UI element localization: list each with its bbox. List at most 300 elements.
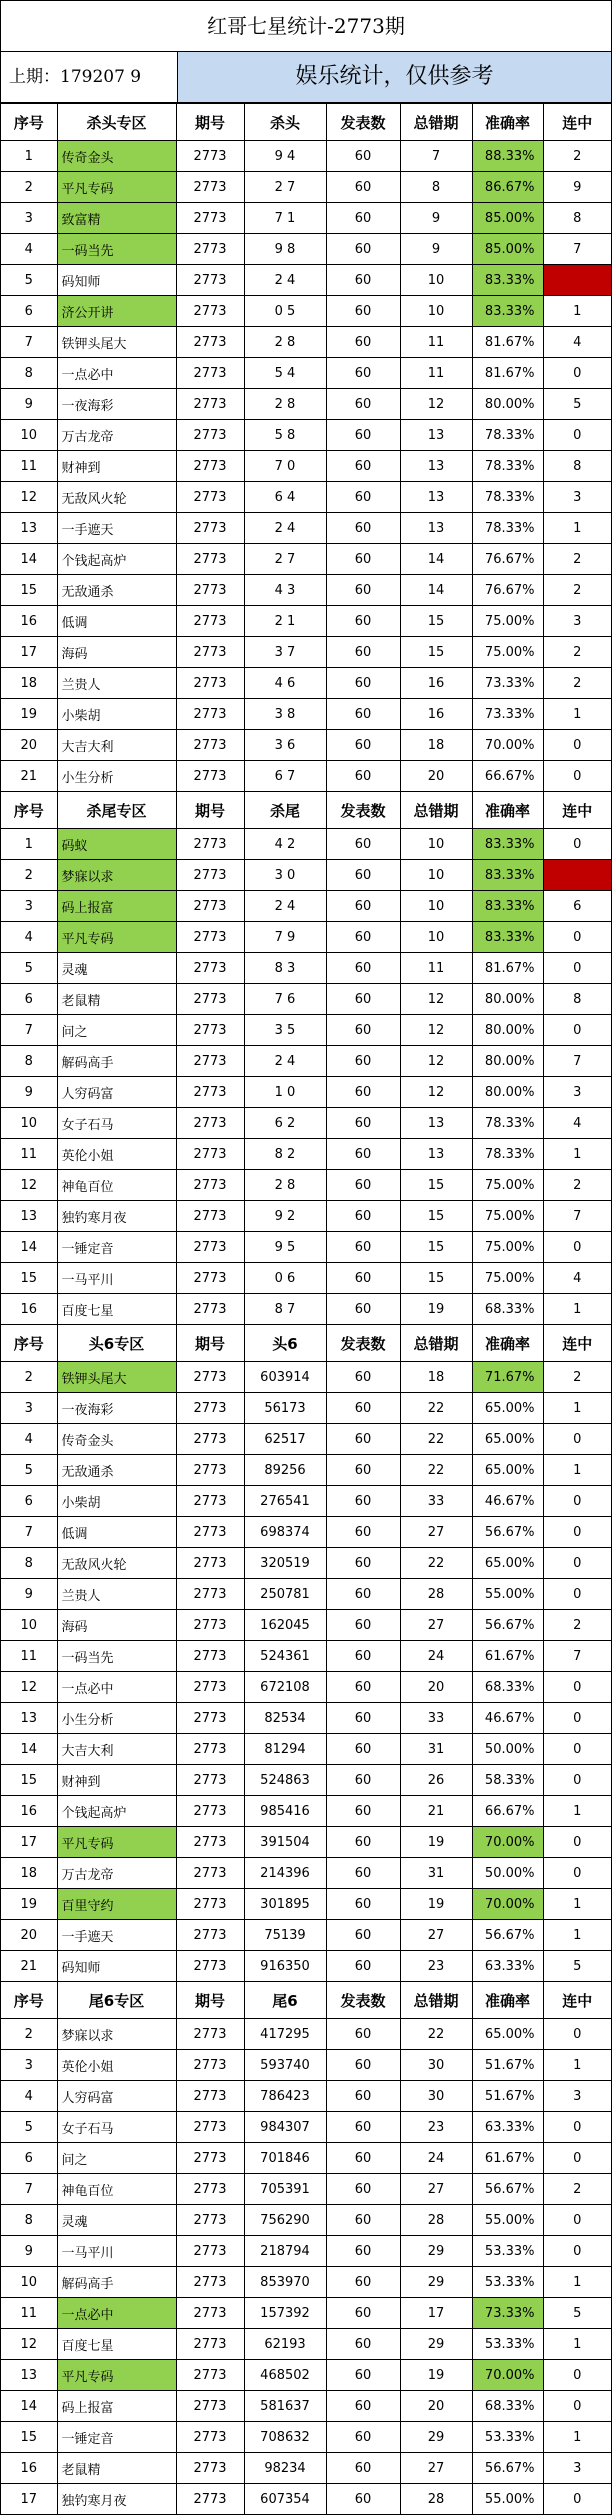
row-rate: 70.00% [472, 2360, 543, 2391]
row-period: 2773 [176, 296, 244, 327]
table-row [1, 203, 611, 234]
header-wrong: 总错期 [400, 792, 472, 829]
row-index: 3 [1, 203, 57, 234]
row-name: 万古龙帝 [57, 1858, 176, 1889]
row-index: 15 [1, 1263, 57, 1294]
row-pick: 218794 [244, 2236, 326, 2267]
row-name: 平凡专码 [57, 2360, 176, 2391]
row-period: 2773 [176, 513, 244, 544]
row-name: 百度七星 [57, 2329, 176, 2360]
row-name: 百度七星 [57, 1294, 176, 1325]
row-rate: 46.67% [472, 1703, 543, 1734]
row-name: 码上报富 [57, 891, 176, 922]
row-index: 16 [1, 606, 57, 637]
row-name: 灵魂 [57, 953, 176, 984]
row-index: 6 [1, 296, 57, 327]
stats-table [1, 103, 611, 2515]
row-wrong: 22 [400, 1424, 472, 1455]
row-total: 60 [326, 1796, 400, 1827]
table-row [1, 1108, 611, 1139]
row-rate: 56.67% [472, 2453, 543, 2484]
subheader [1, 52, 611, 103]
row-streak: 0 [543, 1827, 611, 1858]
row-rate: 53.33% [472, 2329, 543, 2360]
page-title: 红哥七星统计-2773期 [1, 0, 611, 52]
row-wrong: 10 [400, 891, 472, 922]
row-wrong: 10 [400, 829, 472, 860]
row-index: 21 [1, 1951, 57, 1982]
row-wrong: 15 [400, 1263, 472, 1294]
row-wrong: 31 [400, 1734, 472, 1765]
row-name: 一点必中 [57, 1672, 176, 1703]
row-index: 8 [1, 2205, 57, 2236]
row-period: 2773 [176, 2267, 244, 2298]
row-total: 60 [326, 761, 400, 792]
last-issue-label: 上期：179207 9 [1, 52, 178, 102]
row-rate: 65.00% [472, 1424, 543, 1455]
row-name: 个钱起高炉 [57, 1796, 176, 1827]
table-row [1, 1517, 611, 1548]
row-total: 60 [326, 2205, 400, 2236]
row-pick: 320519 [244, 1548, 326, 1579]
table-row [1, 358, 611, 389]
table-row [1, 1920, 611, 1951]
row-streak: 8 [543, 984, 611, 1015]
row-streak: 1 [543, 296, 611, 327]
row-pick: 0 5 [244, 296, 326, 327]
row-wrong: 27 [400, 2453, 472, 2484]
row-total: 60 [326, 2329, 400, 2360]
row-name: 低调 [57, 1517, 176, 1548]
row-name: 老鼠精 [57, 984, 176, 1015]
row-total: 60 [326, 2050, 400, 2081]
row-index: 6 [1, 2143, 57, 2174]
row-total: 60 [326, 2267, 400, 2298]
row-pick: 276541 [244, 1486, 326, 1517]
row-index: 10 [1, 420, 57, 451]
row-name: 小生分析 [57, 761, 176, 792]
row-name: 独钓寒月夜 [57, 2484, 176, 2515]
row-pick: 985416 [244, 1796, 326, 1827]
row-total: 60 [326, 1294, 400, 1325]
row-pick: 4 2 [244, 829, 326, 860]
row-wrong: 9 [400, 234, 472, 265]
row-period: 2773 [176, 482, 244, 513]
row-streak: 5 [543, 2298, 611, 2329]
row-period: 2773 [176, 203, 244, 234]
row-total: 60 [326, 2422, 400, 2453]
table-row [1, 1672, 611, 1703]
table-row [1, 1232, 611, 1263]
row-total: 60 [326, 420, 400, 451]
row-total: 60 [326, 860, 400, 891]
header-streak: 连中 [543, 1325, 611, 1362]
row-period: 2773 [176, 1920, 244, 1951]
row-index: 15 [1, 575, 57, 606]
row-pick: 3 6 [244, 730, 326, 761]
row-rate: 53.33% [472, 2422, 543, 2453]
row-total: 60 [326, 668, 400, 699]
row-total: 60 [326, 1765, 400, 1796]
row-streak: 1 [543, 699, 611, 730]
row-period: 2773 [176, 575, 244, 606]
row-pick: 593740 [244, 2050, 326, 2081]
row-period: 2773 [176, 451, 244, 482]
row-index: 7 [1, 327, 57, 358]
row-total: 60 [326, 2236, 400, 2267]
row-period: 2773 [176, 984, 244, 1015]
row-index: 9 [1, 1579, 57, 1610]
row-name: 英伦小姐 [57, 1139, 176, 1170]
table-row [1, 2360, 611, 2391]
row-total: 60 [326, 1263, 400, 1294]
row-total: 60 [326, 1920, 400, 1951]
row-index: 2 [1, 1362, 57, 1393]
row-index: 19 [1, 1889, 57, 1920]
row-pick: 2 7 [244, 172, 326, 203]
row-period: 2773 [176, 1796, 244, 1827]
table-row [1, 1362, 611, 1393]
row-period: 2773 [176, 1827, 244, 1858]
row-total: 60 [326, 1734, 400, 1765]
table-row [1, 637, 611, 668]
row-rate: 80.00% [472, 984, 543, 1015]
row-pick: 3 8 [244, 699, 326, 730]
row-rate: 65.00% [472, 1548, 543, 1579]
row-name: 平凡专码 [57, 922, 176, 953]
row-name: 平凡专码 [57, 1827, 176, 1858]
row-name: 女子石马 [57, 1108, 176, 1139]
row-index: 18 [1, 1858, 57, 1889]
row-total: 60 [326, 1548, 400, 1579]
table-row [1, 575, 611, 606]
row-rate: 51.67% [472, 2081, 543, 2112]
row-wrong: 30 [400, 2081, 472, 2112]
header-zone: 尾6专区 [57, 1982, 176, 2019]
row-rate: 51.67% [472, 2050, 543, 2081]
row-total: 60 [326, 606, 400, 637]
row-streak: 0 [543, 2143, 611, 2174]
row-streak: 4 [543, 1263, 611, 1294]
header-streak: 连中 [543, 792, 611, 829]
section-header-row [1, 104, 611, 141]
table-row [1, 1858, 611, 1889]
row-period: 2773 [176, 637, 244, 668]
row-rate: 66.67% [472, 1796, 543, 1827]
table-row [1, 829, 611, 860]
row-wrong: 10 [400, 860, 472, 891]
row-name: 人穷码富 [57, 1077, 176, 1108]
row-index: 14 [1, 2391, 57, 2422]
header-period: 期号 [176, 1325, 244, 1362]
row-name: 小柴胡 [57, 1486, 176, 1517]
row-rate: 75.00% [472, 606, 543, 637]
row-rate: 76.67% [472, 544, 543, 575]
table-row [1, 1170, 611, 1201]
row-index: 10 [1, 1108, 57, 1139]
row-streak: 12 [543, 860, 611, 891]
row-rate: 81.67% [472, 327, 543, 358]
row-period: 2773 [176, 265, 244, 296]
row-wrong: 7 [400, 141, 472, 172]
row-rate: 56.67% [472, 1920, 543, 1951]
table-row [1, 2019, 611, 2050]
row-name: 一点必中 [57, 2298, 176, 2329]
row-total: 60 [326, 829, 400, 860]
row-total: 60 [326, 2019, 400, 2050]
row-rate: 61.67% [472, 2143, 543, 2174]
row-wrong: 13 [400, 513, 472, 544]
table-row [1, 1765, 611, 1796]
row-streak: 0 [543, 1765, 611, 1796]
row-total: 60 [326, 358, 400, 389]
row-total: 60 [326, 699, 400, 730]
row-streak: 7 [543, 1641, 611, 1672]
row-period: 2773 [176, 1672, 244, 1703]
table-row [1, 2081, 611, 2112]
row-wrong: 29 [400, 2329, 472, 2360]
header-period: 期号 [176, 1982, 244, 2019]
header-rate: 准确率 [472, 1325, 543, 1362]
row-total: 60 [326, 513, 400, 544]
row-period: 2773 [176, 1765, 244, 1796]
row-rate: 75.00% [472, 637, 543, 668]
row-wrong: 33 [400, 1703, 472, 1734]
row-index: 17 [1, 1827, 57, 1858]
row-index: 13 [1, 1703, 57, 1734]
row-name: 传奇金头 [57, 141, 176, 172]
row-period: 2773 [176, 1139, 244, 1170]
row-period: 2773 [176, 1889, 244, 1920]
row-total: 60 [326, 327, 400, 358]
row-period: 2773 [176, 668, 244, 699]
row-wrong: 30 [400, 2050, 472, 2081]
row-name: 神龟百位 [57, 2174, 176, 2205]
row-pick: 2 8 [244, 389, 326, 420]
row-pick: 603914 [244, 1362, 326, 1393]
row-wrong: 27 [400, 1517, 472, 1548]
header-pick: 杀头 [244, 104, 326, 141]
section-header-row [1, 1325, 611, 1362]
row-name: 小柴胡 [57, 699, 176, 730]
row-wrong: 27 [400, 1920, 472, 1951]
row-rate: 75.00% [472, 1232, 543, 1263]
row-streak: 0 [543, 1232, 611, 1263]
row-streak: 1 [543, 1455, 611, 1486]
row-period: 2773 [176, 1548, 244, 1579]
row-streak: 4 [543, 1108, 611, 1139]
row-pick: 7 0 [244, 451, 326, 482]
row-total: 60 [326, 451, 400, 482]
row-period: 2773 [176, 1046, 244, 1077]
row-period: 2773 [176, 1517, 244, 1548]
row-total: 60 [326, 2112, 400, 2143]
row-period: 2773 [176, 1232, 244, 1263]
row-total: 60 [326, 1077, 400, 1108]
row-period: 2773 [176, 1077, 244, 1108]
row-streak: 3 [543, 482, 611, 513]
row-period: 2773 [176, 2174, 244, 2205]
row-wrong: 19 [400, 1294, 472, 1325]
row-pick: 9 2 [244, 1201, 326, 1232]
table-row [1, 451, 611, 482]
row-rate: 65.00% [472, 1393, 543, 1424]
row-name: 灵魂 [57, 2205, 176, 2236]
row-streak: 1 [543, 1889, 611, 1920]
row-wrong: 28 [400, 2205, 472, 2236]
table-row [1, 1393, 611, 1424]
row-name: 万古龙帝 [57, 420, 176, 451]
row-rate: 85.00% [472, 234, 543, 265]
row-index: 15 [1, 1765, 57, 1796]
row-streak: 1 [543, 1393, 611, 1424]
row-streak: 1 [543, 1294, 611, 1325]
row-wrong: 11 [400, 358, 472, 389]
row-pick: 7 9 [244, 922, 326, 953]
row-streak: 2 [543, 544, 611, 575]
row-streak: 0 [543, 2484, 611, 2515]
row-rate: 78.33% [472, 1139, 543, 1170]
header-streak: 连中 [543, 104, 611, 141]
row-wrong: 12 [400, 1046, 472, 1077]
row-pick: 2 4 [244, 265, 326, 296]
row-pick: 916350 [244, 1951, 326, 1982]
row-rate: 75.00% [472, 1170, 543, 1201]
row-wrong: 31 [400, 1858, 472, 1889]
table-row [1, 2267, 611, 2298]
row-total: 60 [326, 172, 400, 203]
stats-table-body [1, 104, 611, 2515]
row-index: 5 [1, 2112, 57, 2143]
row-pick: 250781 [244, 1579, 326, 1610]
row-streak: 1 [543, 2422, 611, 2453]
row-wrong: 22 [400, 2019, 472, 2050]
row-streak: 6 [543, 891, 611, 922]
row-index: 16 [1, 1294, 57, 1325]
row-pick: 56173 [244, 1393, 326, 1424]
row-name: 海码 [57, 1610, 176, 1641]
row-rate: 70.00% [472, 730, 543, 761]
row-period: 2773 [176, 327, 244, 358]
row-name: 大吉大利 [57, 1734, 176, 1765]
row-pick: 62517 [244, 1424, 326, 1455]
row-period: 2773 [176, 2112, 244, 2143]
row-rate: 78.33% [472, 420, 543, 451]
row-index: 14 [1, 1232, 57, 1263]
header-pick: 杀尾 [244, 792, 326, 829]
table-row [1, 668, 611, 699]
row-period: 2773 [176, 141, 244, 172]
row-index: 8 [1, 1548, 57, 1579]
row-total: 60 [326, 1703, 400, 1734]
row-pick: 705391 [244, 2174, 326, 2205]
row-period: 2773 [176, 2050, 244, 2081]
row-streak: 0 [543, 1703, 611, 1734]
row-pick: 9 4 [244, 141, 326, 172]
row-total: 60 [326, 389, 400, 420]
table-row [1, 1889, 611, 1920]
table-row [1, 1294, 611, 1325]
row-period: 2773 [176, 1294, 244, 1325]
row-index: 3 [1, 891, 57, 922]
row-total: 60 [326, 575, 400, 606]
row-pick: 9 5 [244, 1232, 326, 1263]
row-rate: 83.33% [472, 860, 543, 891]
row-streak: 0 [543, 761, 611, 792]
row-period: 2773 [176, 1703, 244, 1734]
row-pick: 3 0 [244, 860, 326, 891]
row-total: 60 [326, 1641, 400, 1672]
table-row [1, 1641, 611, 1672]
row-streak: 2 [543, 1362, 611, 1393]
row-streak: 0 [543, 953, 611, 984]
table-row [1, 234, 611, 265]
row-rate: 55.00% [472, 2205, 543, 2236]
row-rate: 80.00% [472, 1077, 543, 1108]
table-row [1, 2174, 611, 2205]
row-wrong: 29 [400, 2267, 472, 2298]
row-rate: 46.67% [472, 1486, 543, 1517]
header-index: 序号 [1, 792, 57, 829]
row-total: 60 [326, 1486, 400, 1517]
row-pick: 0 6 [244, 1263, 326, 1294]
row-pick: 1 0 [244, 1077, 326, 1108]
row-total: 60 [326, 1393, 400, 1424]
row-streak: 0 [543, 1548, 611, 1579]
row-total: 60 [326, 1579, 400, 1610]
row-streak: 0 [543, 922, 611, 953]
row-wrong: 19 [400, 1827, 472, 1858]
table-row [1, 922, 611, 953]
row-streak: 8 [543, 451, 611, 482]
table-row [1, 2484, 611, 2515]
row-wrong: 28 [400, 2484, 472, 2515]
header-wrong: 总错期 [400, 1325, 472, 1362]
header-wrong: 总错期 [400, 104, 472, 141]
table-row [1, 2329, 611, 2360]
row-pick: 98234 [244, 2453, 326, 2484]
row-period: 2773 [176, 2422, 244, 2453]
row-streak: 0 [543, 358, 611, 389]
row-wrong: 20 [400, 1672, 472, 1703]
row-name: 一点必中 [57, 358, 176, 389]
row-rate: 83.33% [472, 265, 543, 296]
row-index: 1 [1, 141, 57, 172]
row-name: 独钓寒月夜 [57, 1201, 176, 1232]
table-row [1, 2422, 611, 2453]
row-period: 2773 [176, 1951, 244, 1982]
row-rate: 83.33% [472, 296, 543, 327]
row-wrong: 29 [400, 2236, 472, 2267]
row-rate: 73.33% [472, 668, 543, 699]
row-name: 一码当先 [57, 1641, 176, 1672]
row-rate: 76.67% [472, 575, 543, 606]
header-rate: 准确率 [472, 104, 543, 141]
row-pick: 2 4 [244, 891, 326, 922]
row-name: 一马平川 [57, 2236, 176, 2267]
row-streak: 3 [543, 2453, 611, 2484]
row-rate: 86.67% [472, 172, 543, 203]
row-wrong: 15 [400, 606, 472, 637]
row-rate: 53.33% [472, 2236, 543, 2267]
row-rate: 63.33% [472, 1951, 543, 1982]
row-streak: 0 [543, 2391, 611, 2422]
table-row [1, 2143, 611, 2174]
row-total: 60 [326, 544, 400, 575]
row-index: 11 [1, 1139, 57, 1170]
table-row [1, 1548, 611, 1579]
row-streak: 2 [543, 1610, 611, 1641]
